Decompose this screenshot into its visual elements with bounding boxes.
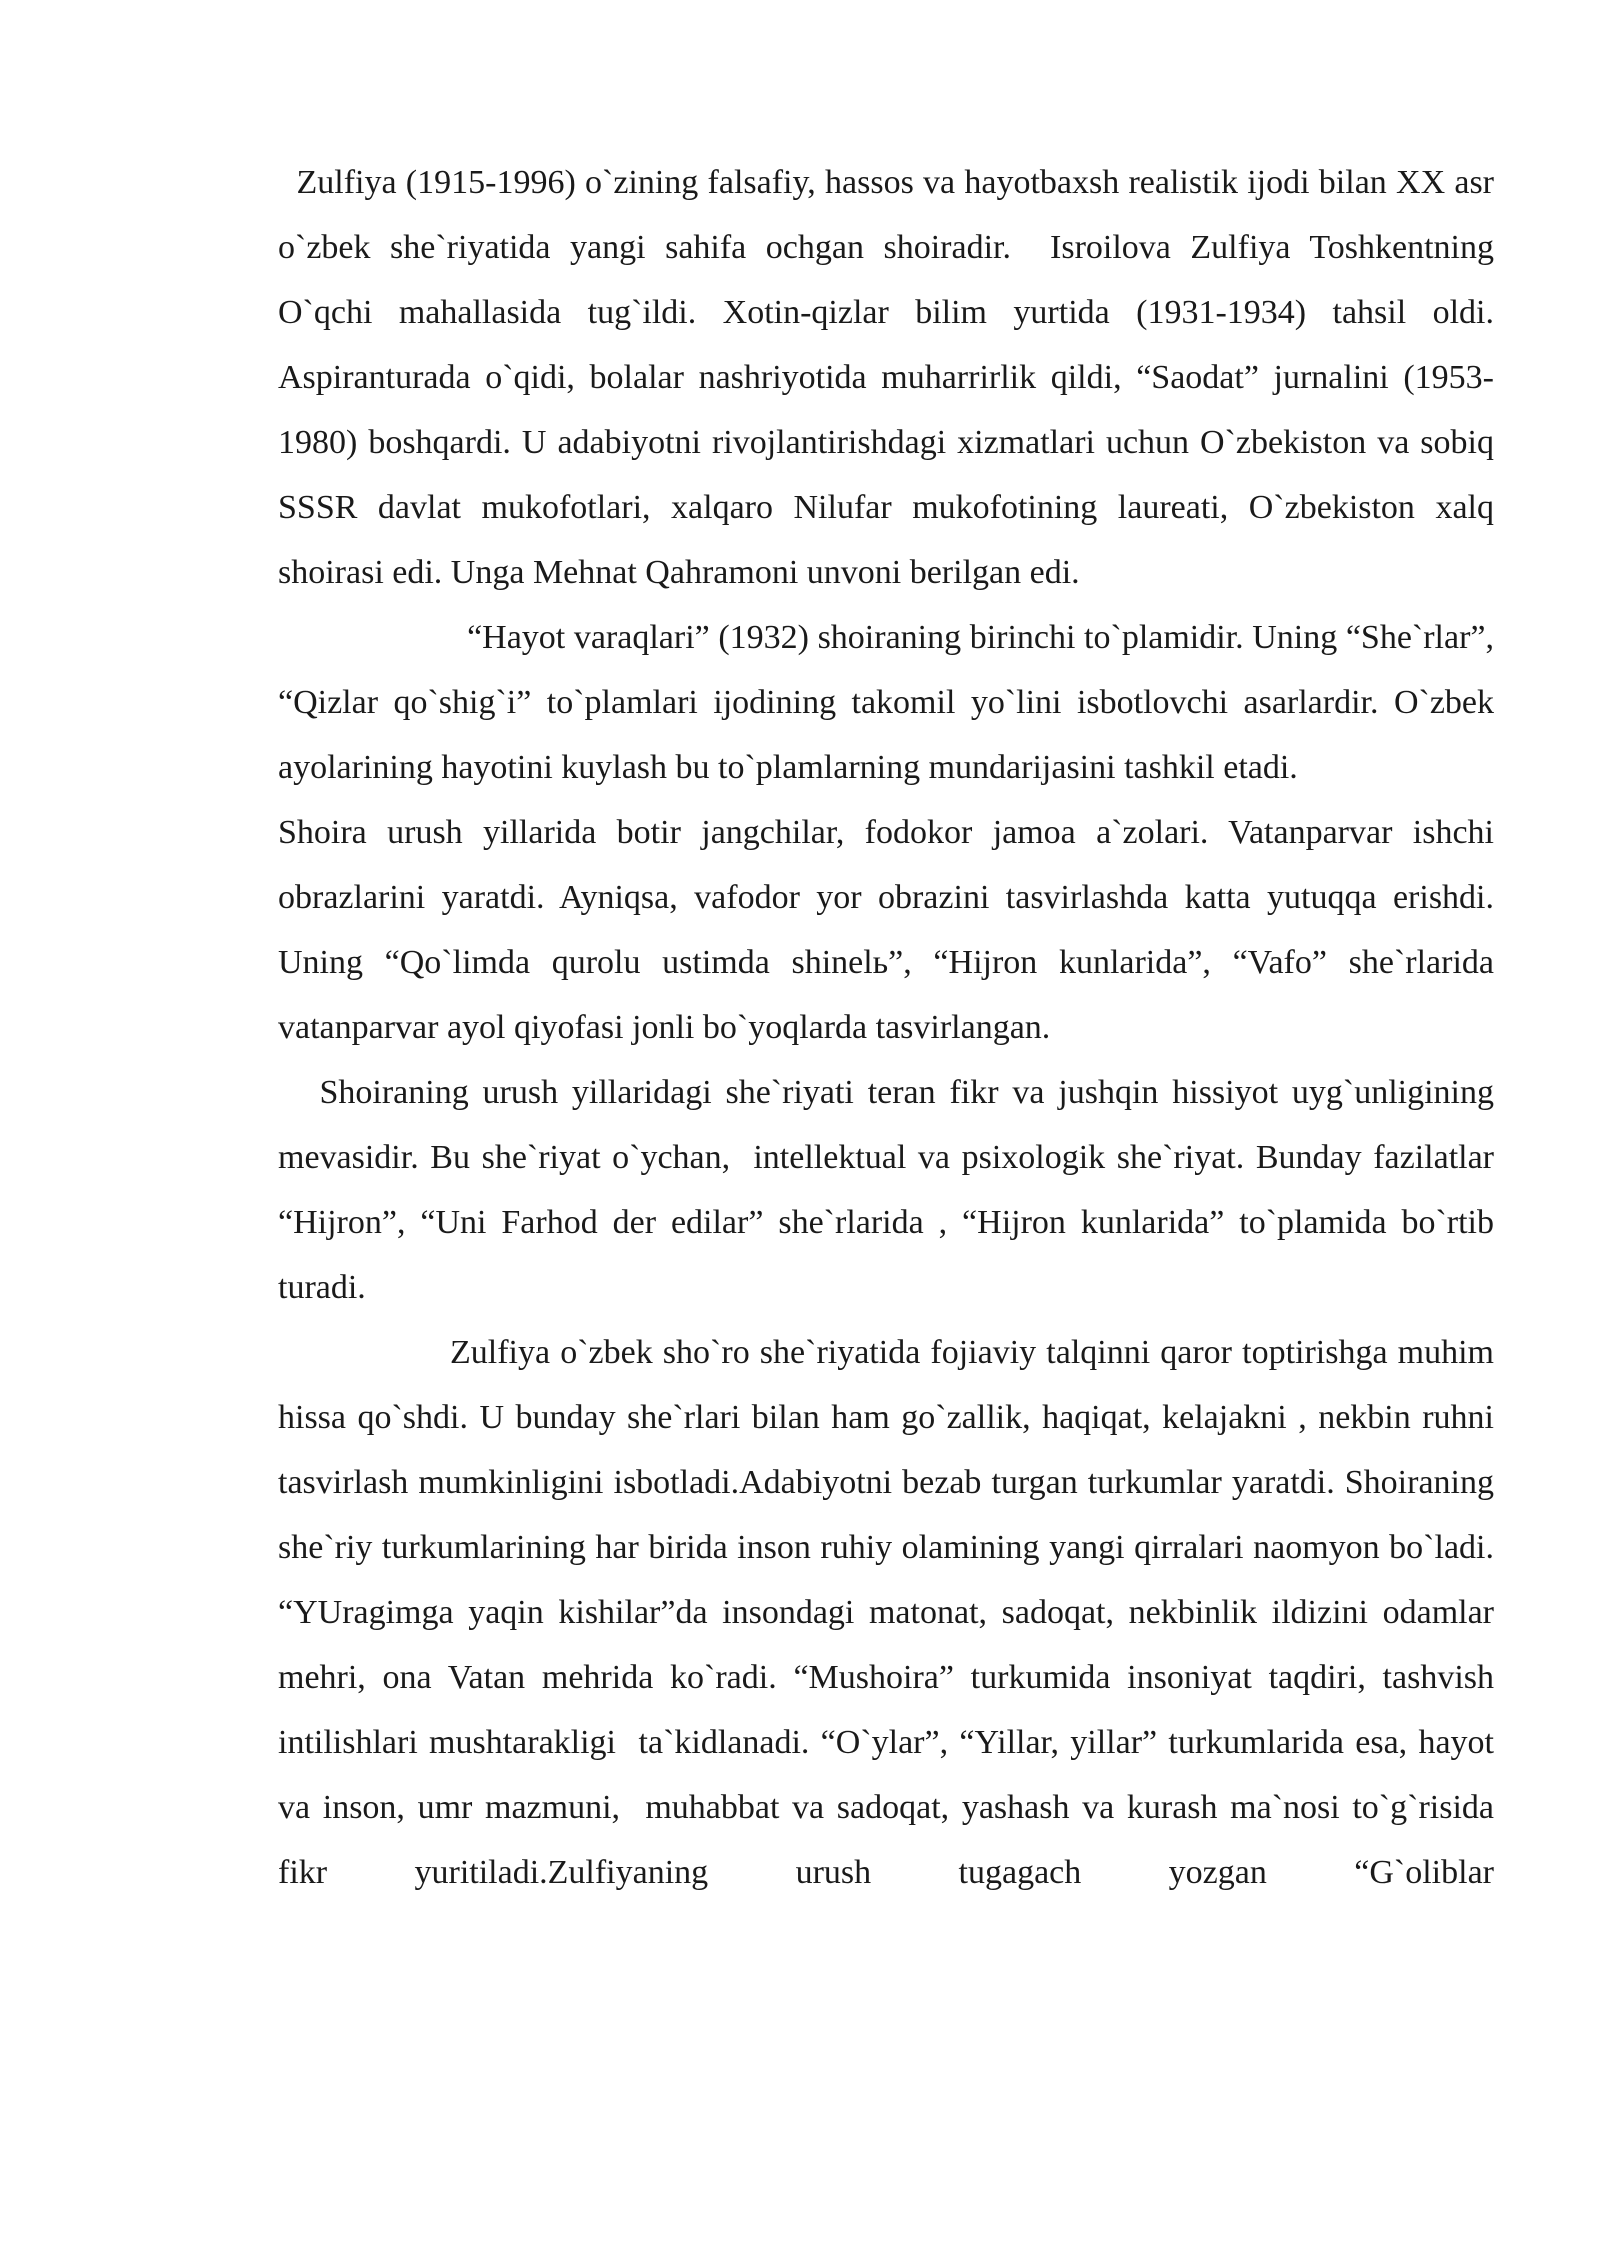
paragraph-collections: “Hayot varaqlari” (1932) shoiraning birinchi to`plamidir. Uning “She`rlar”, “Qizlar qo`shig`i” to`plamlari ijodining takomil yo`lini isbotlovchi asarlardir. O`zbek ayolarining hayotini kuylash bu to`plamlarning mundarijasini tashkil etadi. — [278, 619, 1503, 786]
paragraph-war-years: Shoira urush yillarida botir jangchilar, fodokor jamoa a`zolari. Vatanparvar ishchi obrazlarini yaratdi. Ayniqsa, vafodor yor obrazini tasvirlashda katta yutuqqa erishdi. Uning “Qo`limda qurolu ustimda shinelь”, “Hijron kunlarida”, “Vafo” she`rlarida vatanparvar ayol qiyofasi jonli bo`yoqlarda tasvirlangan. — [278, 814, 1503, 1046]
paragraph-war-poetry: Shoiraning urush yillaridagi she`riyati teran fikr va jushqin hissiyot uyg`unligining mevasidir. Bu she`riyat o`ychan, intellektual va psixologik she`riyat. Bunday fazilatlar “Hijron”, “Uni Farhod der edilar” she`rlarida , “Hijron kunlarida” to`plamida bo`rtib turadi. — [278, 1074, 1503, 1306]
paragraph-tragic-interpretation: Zulfiya o`zbek sho`ro she`riyatida fojiaviy talqinni qaror toptirishga muhim hissa qo`shdi. U bunday she`rlari bilan ham go`zallik, haqiqat, kelajakni , nekbin ruhni tasvirlash mumkinligini isbotladi.Adabiyotni bezab turgan turkumlar yaratdi. Shoiraning she`riy turkumlarining har birida inson ruhiy olamining yangi qirralari naomyon bo`ladi. “YUragimga yaqin kishilar”da insondagi matonat, sadoqat, nekbinlik ildizini odamlar mehri, ona Vatan mehrida ko`radi. “Mushoira” turkumida insoniyat taqdiri, tashvish intilishlari mushtarakligi ta`kidlanadi. “O`ylar”, “Yillar, yillar” turkumlarida esa, hayot va inson, umr mazmuni, muhabbat va sadoqat, yashash va kurash ma`nosi to`g`risida fikr yuritiladi.Zulfiyaning urush tugagach yozgan “G`oliblar — [278, 1334, 1503, 1891]
paragraph-biography: Zulfiya (1915-1996) o`zining falsafiy, hassos va hayotbaxsh realistik ijodi bilan XX asr o`zbek she`riyatida yangi sahifa ochgan shoiradir. Isroilova Zulfiya Toshkentning O`qchi mahallasida tug`ildi. Xotin-qizlar bilim yurtida (1931-1934) tahsil oldi. Aspiranturada o`qidi, bolalar nashriyotida muharrirlik qildi, “Saodat” jurnalini (1953-1980) boshqardi. U adabiyotni rivojlantirishdagi xizmatlari uchun O`zbekiston va sobiq SSSR davlat mukofotlari, xalqaro Nilufar mukofotining laureati, O`zbekiston xalq shoirasi edi. Unga Mehnat Qahramoni unvoni berilgan edi. — [278, 164, 1503, 591]
body-text — [278, 150, 1503, 1905]
